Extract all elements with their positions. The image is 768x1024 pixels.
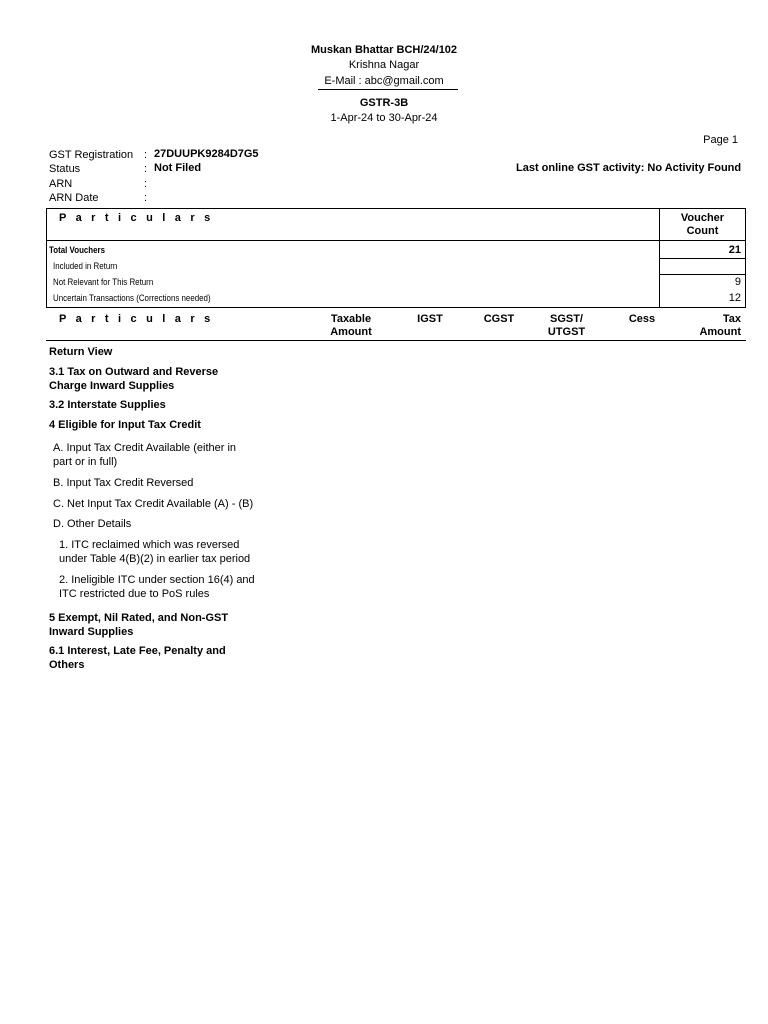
particulars-header: P a r t i c u l a r s <box>59 212 214 224</box>
section-4-d-2: 2. Ineligible ITC under section 16(4) and ITC restricted due to PoS rules <box>59 574 255 600</box>
uncertain-transactions-label: Uncertain Transactions (Corrections needed) <box>53 293 211 303</box>
return-view-title: Return View <box>49 346 113 358</box>
section-4-b: B. Input Tax Credit Reversed <box>53 477 194 489</box>
voucher-count-header: Count <box>686 225 719 237</box>
not-relevant-label: Not Relevant for This Return <box>53 277 154 287</box>
sgst-utgst-header: UTGST <box>547 326 586 338</box>
colon: : <box>144 178 148 190</box>
arn-label: ARN <box>49 178 73 190</box>
section-5: 5 Exempt, Nil Rated, and Non-GST Inward Supplies <box>49 612 229 638</box>
sgst-utgst-header: SGST/ <box>549 313 583 325</box>
section-3-2: 3.2 Interstate Supplies <box>49 399 166 411</box>
taxable-amount-header: Taxable <box>330 313 372 325</box>
cgst-header: CGST <box>483 313 515 325</box>
status-label: Status <box>49 163 81 175</box>
voucher-count-header: Voucher <box>680 212 725 224</box>
tax-amount-header: Amount <box>699 326 741 338</box>
report-period: 1-Apr-24 to 30-Apr-24 <box>330 112 438 124</box>
page-number: Page 1 <box>703 134 738 146</box>
cess-header: Cess <box>628 313 656 325</box>
section-4-a: A. Input Tax Credit Available (either in part or in full) <box>53 442 237 468</box>
taxable-amount-header: Amount <box>330 326 372 338</box>
status-value: Not Filed <box>154 162 202 174</box>
igst-header: IGST <box>417 313 443 325</box>
tax-amount-header: Tax <box>722 313 741 325</box>
uncertain-transactions-count: 12 <box>728 292 741 304</box>
section-4-d-1: 1. ITC reclaimed which was reversed under Table 4(B)(2) in earlier tax period <box>59 539 251 565</box>
section-4-d: D. Other Details <box>53 518 132 530</box>
total-vouchers-count: 21 <box>728 244 741 256</box>
colon: : <box>144 192 148 204</box>
gst-registration-value: 27DUUPK9284D7G5 <box>154 148 259 160</box>
company-address: Krishna Nagar <box>348 59 420 71</box>
arn-date-label: ARN Date <box>49 192 99 204</box>
section-4-c: C. Net Input Tax Credit Available (A) - (B) <box>53 498 254 510</box>
included-in-return-label: Included in Return <box>53 261 118 271</box>
section-3-1: 3.1 Tax on Outward and Reverse Charge Inward Supplies <box>49 366 219 392</box>
total-vouchers-label: Total Vouchers <box>49 245 106 255</box>
particulars-header: P a r t i c u l a r s <box>59 313 214 325</box>
company-name: Muskan Bhattar BCH/24/102 <box>310 44 458 56</box>
header-divider <box>318 89 458 90</box>
colon: : <box>144 163 148 175</box>
report-title: GSTR-3B <box>359 97 409 109</box>
company-email: E-Mail : abc@gmail.com <box>324 75 444 87</box>
last-online-activity: Last online GST activity: No Activity Found <box>516 162 742 174</box>
colon: : <box>144 149 148 161</box>
section-6-1: 6.1 Interest, Late Fee, Penalty and Others <box>49 645 226 671</box>
not-relevant-count: 9 <box>734 276 741 288</box>
section-4: 4 Eligible for Input Tax Credit <box>49 419 201 431</box>
gst-registration-label: GST Registration <box>49 149 134 161</box>
